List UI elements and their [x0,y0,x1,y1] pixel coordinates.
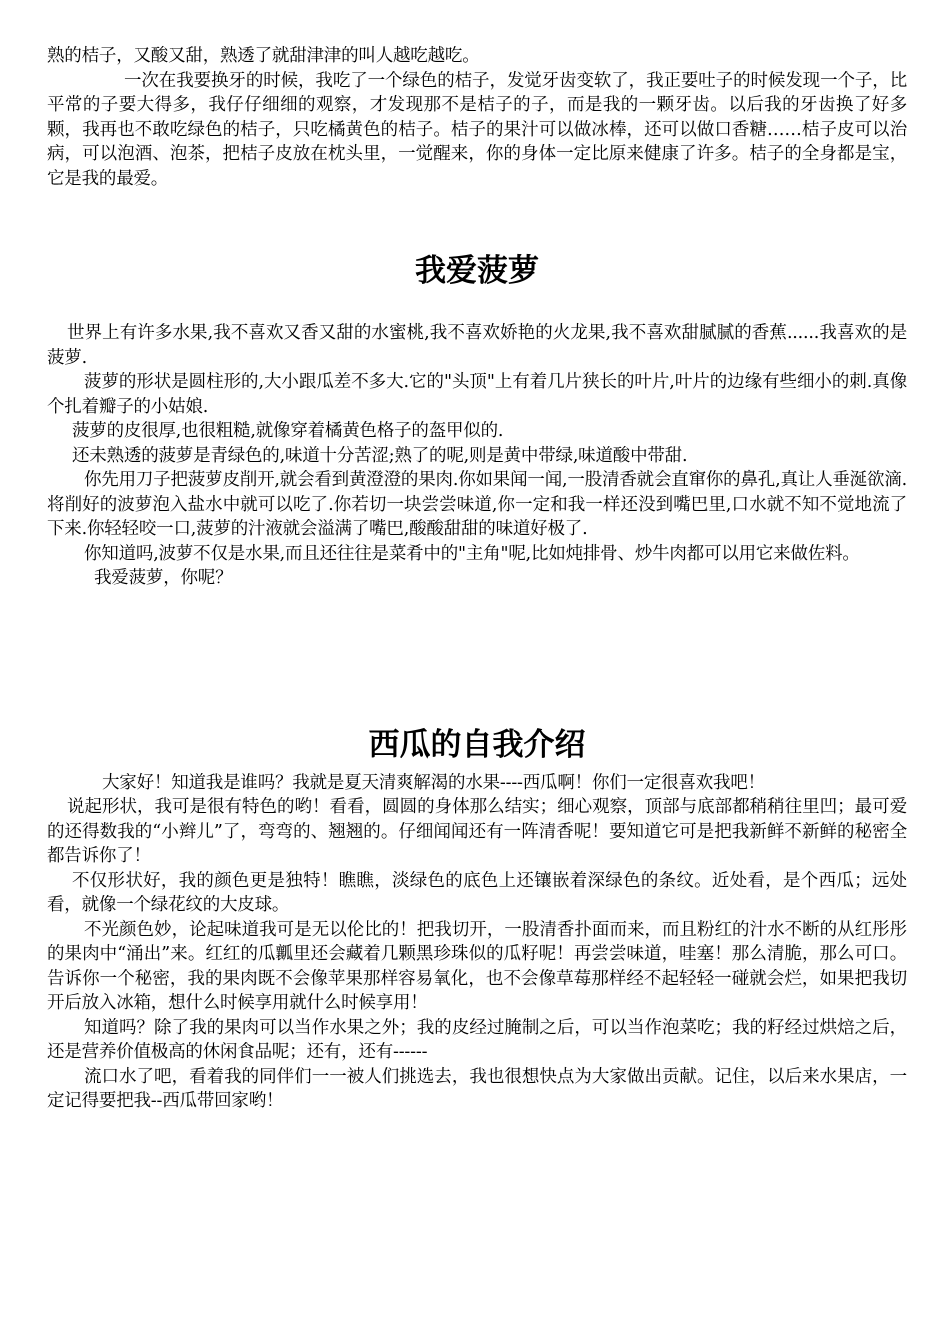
paragraph: 大家好！知道我是谁吗？我就是夏天清爽解渴的水果----西瓜啊！你们一定很喜欢我吧！ [102,772,765,793]
intro-section [47,44,907,191]
paragraph: 菠萝的形状是圆柱形的,大小跟瓜差不多大.它的"头顶"上有着几片狭长的叶片,叶片的边缘有些细小的刺.真像个扎着瓣子的小姑娘. [47,372,907,417]
paragraph: 一次在我要换牙的时候，我吃了一个绿色的桔子，发觉牙齿变软了，我正要吐子的时候发现一个子，比平常的子要大得多，我仔仔细细的观察，才发现那不是桔子的子，而是我的一颗牙齿。以后我的牙齿换了好多颗，我再也不敢吃绿色的桔子，只吃橘黄色的桔子。桔子的果汁可以做冰棒，还可以做口香糖……桔子皮可以治病，可以泡酒、泡茶，把桔子皮放在枕头里，一觉醒来，你的身体一定比原来健康了许多。桔子的全身都是宝，它是我的最爱。 [47,70,907,189]
paragraph: 菠萝的皮很厚,也很粗糙,就像穿着橘黄色格子的盔甲似的. [72,421,504,441]
paragraph: 知道吗？除了我的果肉可以当作水果之外；我的皮经过腌制之后，可以当作泡菜吃；我的籽经过烘焙之后，还是营养价值极高的休闲食品呢；还有，还有------ [47,1017,907,1062]
section-title: 我爱菠萝 [415,253,539,289]
section-title: 西瓜的自我介绍 [368,726,586,763]
paragraph: 熟的桔子，又酸又甜，熟透了就甜津津的叫人越吃越吃。 [47,46,480,66]
paragraph: 不仅形状好，我的颜色更是独特！瞧瞧，淡绿色的底色上还镶嵌着深绿色的条纹。近处看，是个西瓜；远处看，就像一个绿花纹的大皮球。 [47,870,907,915]
pineapple-section [47,251,907,591]
paragraph: 还未熟透的菠萝是青绿色的,味道十分苦涩;熟了的呢,则是黄中带绿,味道酸中带甜. [72,445,688,466]
paragraph: 你先用刀子把菠萝皮削开,就会看到黄澄澄的果肉.你如果闻一闻,一股清香就会直窜你的鼻孔,真让人垂涎欲滴.将削好的波萝泡入盐水中就可以吃了.你若切一块尝尝味道,你一定和我一样还没到嘴巴里,口水就不知不觉地流了下来.你轻轻咬一口,菠萝的汁液就会溢满了嘴巴,酸酸甜甜的味道好极了. [47,470,907,539]
document-page [47,44,907,1114]
watermelon-section [47,725,907,1114]
paragraph: 世界上有许多水果,我不喜欢又香又甜的水蜜桃,我不喜欢娇艳的火龙果,我不喜欢甜腻腻的香蕉......我喜欢的是菠萝. [47,323,907,368]
paragraph: 我爱菠萝，你呢？ [94,568,233,588]
paragraph: 不光颜色妙，论起味道我可是无以伦比的！把我切开，一股清香扑面而来，而且粉红的汁水不断的从红彤彤的果肉中“涌出”来。红红的瓜瓤里还会藏着几颗黑珍珠似的瓜籽呢！再尝尝味道，哇塞！那么清脆，那么可口。告诉你一个秘密，我的果肉既不会像苹果那样容易氧化，也不会像草莓那样经不起轻轻一碰就会烂，如果把我切开后放入冰箱，想什么时候享用就什么时候享用！ [47,919,907,1013]
paragraph: 流口水了吧，看着我的同伴们一一被人们挑选去，我也很想快点为大家做出贡献。记住，以后来水果店，一定记得要把我--西瓜带回家哟！ [47,1066,907,1111]
paragraph: 你知道吗,波萝不仅是水果,而且还往往是菜肴中的"主角"呢,比如炖排骨、炒牛肉都可以用它来做佐料。 [84,543,860,564]
paragraph: 说起形状，我可是很有特色的哟！看看，圆圆的身体那么结实；细心观察，顶部与底部都稍稍往里凹；最可爱的还得数我的“小辫儿”了，弯弯的、翘翘的。仔细闻闻还有一阵清香呢！要知道它可是把我新鲜不新鲜的秘密全都告诉你了！ [47,797,907,866]
